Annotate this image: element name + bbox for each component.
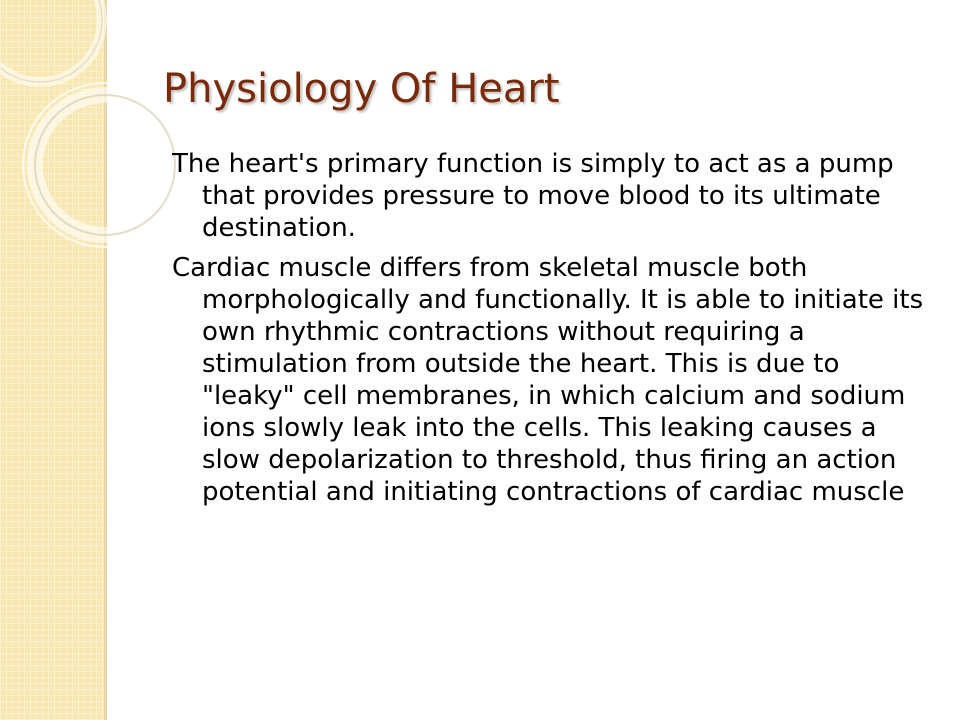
body-paragraph-cardiac-muscle: Cardiac muscle differs from skeletal muscle both morphologically and functionally. It is able to initiate its own rhythmic contractions without requiring a stimulation from outside the heart. This is due to "leaky" cell membranes, in which calcium and sodium ions slowly leak into the cells. This leaking causes a slow depolarization to threshold, thus firing an action potential and initiating contractions of cardiac muscle [172, 253, 924, 507]
slide-title: Physiology Of Heart [163, 66, 560, 112]
side-band-edge [104, 0, 107, 720]
body-paragraph-heart-function: The heart's primary function is simply to act as a pump that provides pressure to move blood to its ultimate destination. [172, 149, 894, 243]
decorative-side-band [0, 0, 104, 720]
slide-body [172, 148, 928, 516]
